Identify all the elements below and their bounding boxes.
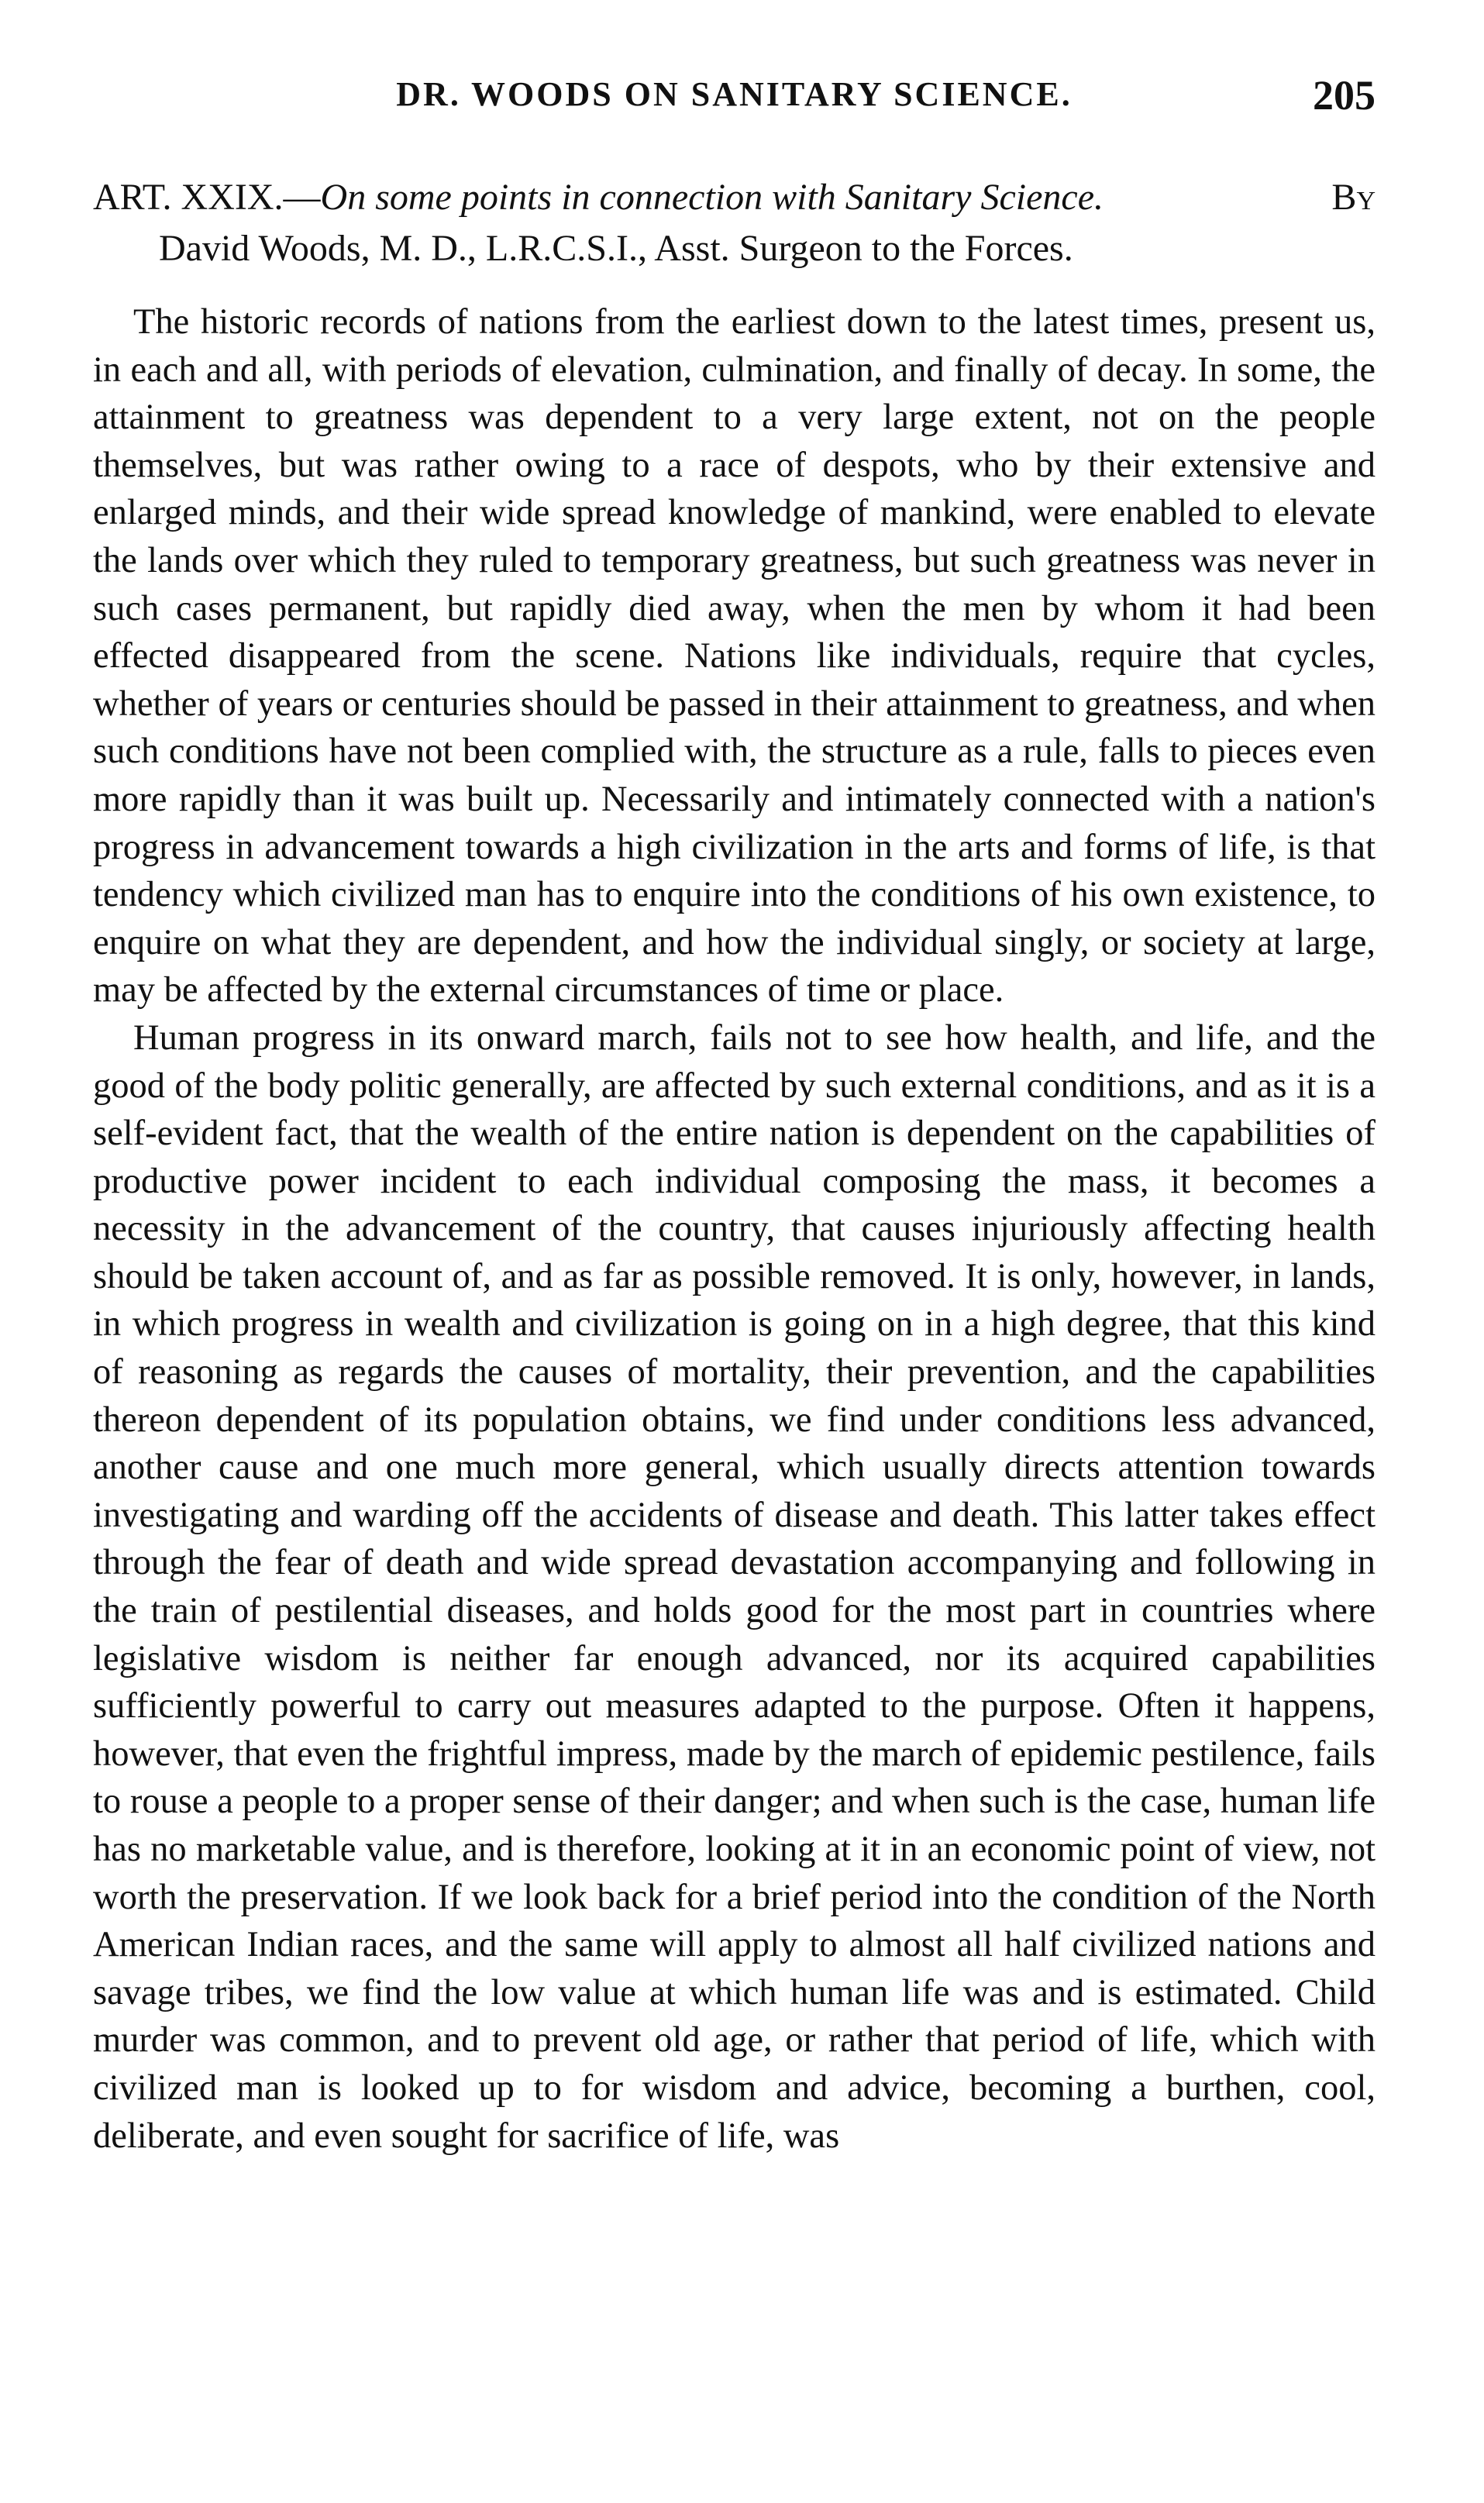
page-header — [93, 74, 1376, 129]
paragraph: Human progress in its onward march, fails not to see how health, and life, and the good of the body politic generally, are affected by such external conditions, and as it is a self-evident fact, that the wealth of the entire nation is dependent on the capabilities of productive power incident to each individual composing the mass, it becomes a necessity in the advancement of the country, that causes injuriously affecting health should be taken account of, and as far as possible removed. It is only, however, in lands, in which progress in wealth and civilization is going on in a high degree, that this kind of reasoning as regards the causes of mortality, their prevention, and the capabilities thereon dependent of its population obtains, we find under conditions less advanced, another cause and one much more general, which usually directs attention towards investigating and warding off the accidents of disease and death. This latter takes effect through the fear of death and wide spread devastation accompanying and following in the train of pestilential diseases, and holds good for the most part in countries where legislative wisdom is neither far enough advanced, nor its acquired capabilities sufficiently powerful to carry out measures adapted to the purpose. Often it happens, however, that even the frightful impress, made by the march of epidemic pestilence, fails to rouse a people to a proper sense of their danger; and when such is the case, human life has no marketable value, and is therefore, looking at it in an economic point of view, not worth the preservation. If we look back for a brief period into the condition of the North American Indian races, and the same will apply to almost all half civilized nations and savage tribes, we find the low value at which human life was and is estimated. Child murder was common, and to prevent old age, or rather that period of life, which with civilized man is looked up to for wisdom and advice, becoming a burthen, cool, deliberate, and even sought for sacrifice of life, was — [93, 1017, 1376, 2156]
article-heading — [93, 172, 1376, 274]
article-label: ART. XXIX.— — [93, 177, 321, 218]
running-title: DR. WOODS ON SANITARY SCIENCE. — [396, 75, 1073, 113]
page-number: 205 — [1313, 72, 1376, 119]
paragraph: The historic records of nations from the earliest down to the latest times, present us, in each and all, with periods of elevation, culmination, and finally of decay. In some, the attainment to greatness was dependent to a very large extent, not on the people themselves, but was rather owing to a race of despots, who by their extensive and enlarged minds, and their wide spread knowledge of mankind, were enabled to elevate the lands over which they ruled to temporary greatness, but such greatness was never in such cases permanent, but rapidly died away, when the men by whom it had been effected disappeared from the scene. Nations like individuals, require that cycles, whether of years or centuries should be passed in their attainment to greatness, and when such conditions have not been complied with, the structure as a rule, falls to pieces even more rapidly than it was built up. Necessarily and intimately connected with a nation's progress in advancement towards a high civilization in the arts and forms of life, is that tendency which civilized man has to enquire into the conditions of his own existence, to enquire on what they are dependent, and how the individual singly, or society at large, may be affected by the external circumstances of time or place. — [93, 302, 1376, 1010]
article-author: David Woods, M. D., L.R.C.S.I., Asst. Surgeon to the Forces. — [159, 228, 1073, 269]
article-body — [93, 298, 1376, 2160]
article-title: On some points in connection with Sanitary Science. — [320, 177, 1104, 218]
byline-by: By — [1331, 177, 1376, 218]
